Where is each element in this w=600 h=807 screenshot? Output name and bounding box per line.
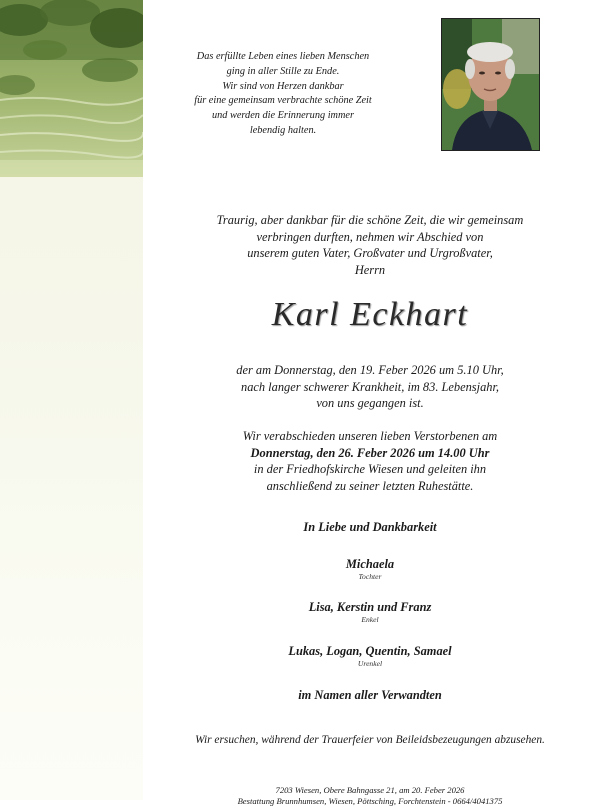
- funeral-line: in der Friedhofskirche Wiesen und geleiten ihn: [253, 462, 487, 476]
- intro-line: unserem guten Vater, Großvater und Urgroßvater,: [247, 246, 493, 260]
- poem-line: Wir sind von Herzen dankbar: [222, 80, 344, 92]
- portrait-graphic: [442, 19, 539, 150]
- nature-photo-graphic: [0, 0, 143, 177]
- funeral-details: [170, 428, 570, 494]
- nature-photo: [0, 0, 143, 177]
- funeral-line: anschließend zu seiner letzten Ruhestätte.: [266, 478, 474, 493]
- poem-line: lebendig halten.: [249, 124, 317, 136]
- intro-text: [170, 212, 570, 278]
- mourner-role: Enkel: [361, 615, 379, 624]
- mourner-role: Urenkel: [357, 659, 383, 668]
- poem-line: für eine gemeinsam verbrachte schöne Zeit: [194, 95, 372, 107]
- mourner-role: Tochter: [358, 572, 382, 581]
- poem: [183, 50, 383, 139]
- death-line: der am Donnerstag, den 19. Feber 2026 um 5.10 Uhr,: [236, 363, 504, 377]
- deceased-portrait: [441, 18, 540, 151]
- mourner-names: Lukas, Logan, Quentin, Samael: [288, 644, 452, 658]
- intro-line: verbringen durften, nehmen wir Abschied von: [256, 229, 484, 244]
- condolence-request: Wir ersuchen, während der Trauerfeier von Beileidsbezeugungen abzusehen.: [195, 734, 545, 746]
- funeral-line: Wir verabschieden unseren lieben Verstorbenen am: [242, 429, 498, 443]
- mourner-names: Michaela: [345, 557, 395, 571]
- footer: [150, 785, 590, 807]
- death-line: von uns gegangen ist.: [316, 396, 424, 410]
- intro-line: Herrn: [354, 262, 386, 277]
- deceased-name: Karl Eckhart: [271, 296, 469, 333]
- poem-line: ging in aller Stille zu Ende.: [226, 65, 340, 77]
- death-notice: [170, 362, 570, 412]
- death-line: nach langer schwerer Krankheit, im 83. Lebensjahr,: [241, 379, 499, 394]
- funeral-date: Donnerstag, den 26. Feber 2026 um 14.00 Uhr: [250, 445, 490, 460]
- intro-line: Traurig, aber dankbar für die schöne Zeit, die wir gemeinsam: [216, 213, 524, 227]
- poem-line: und werden die Erinnerung immer: [211, 110, 355, 122]
- mourner-names: Lisa, Kerstin und Franz: [308, 600, 432, 614]
- poem-line: Das erfüllte Leben eines lieben Menschen: [196, 51, 370, 62]
- signature-heading: In Liebe und Dankbarkeit: [303, 520, 437, 534]
- footer-undertaker: Bestattung Brunnhumsen, Wiesen, Pöttsching, Forchtenstein - 0664/4041375: [237, 796, 503, 806]
- footer-address: 7203 Wiesen, Obere Bahngasse 21, am 20. Feber 2026: [275, 785, 465, 795]
- signature-closing: im Namen aller Verwandten: [298, 688, 442, 702]
